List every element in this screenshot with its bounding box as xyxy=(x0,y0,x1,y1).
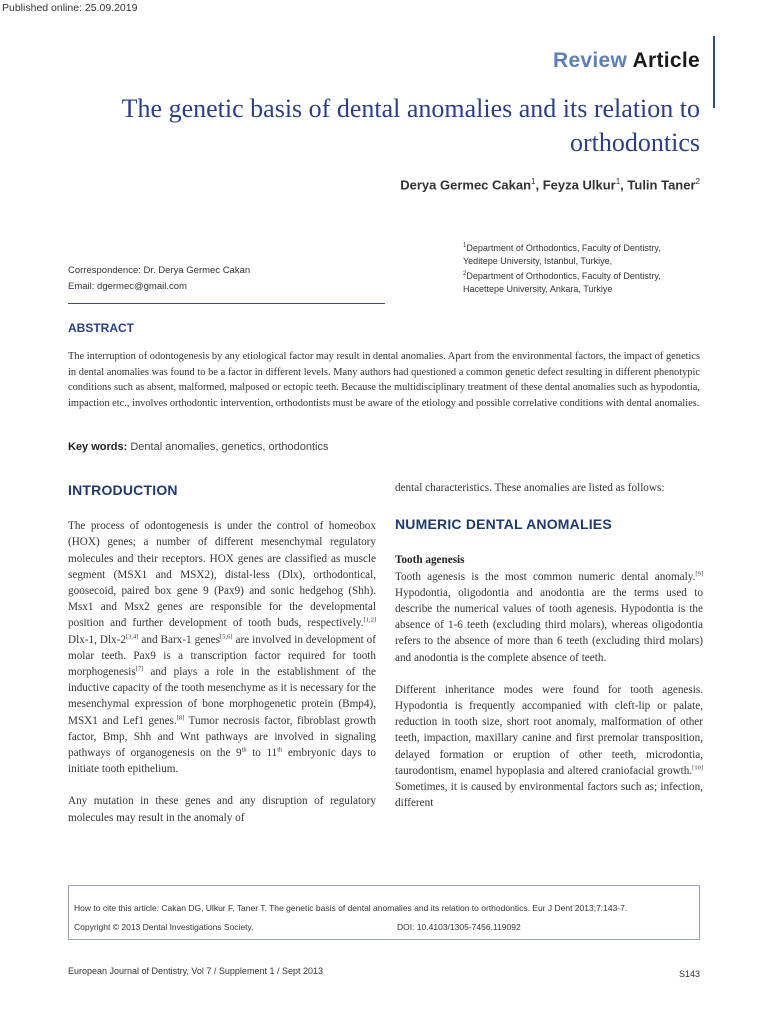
affiliation-text: Department of Orthodontics, Faculty of Dentistry, xyxy=(466,271,661,281)
introduction-heading: INTRODUCTION xyxy=(68,482,178,498)
citation-ref[interactable]: [7] xyxy=(135,665,144,673)
author-list: Derya Germec Cakan$^1$, Feyza Ulkur$^1$, Tulin Taner$^2$ xyxy=(400,177,700,193)
abstract-heading: ABSTRACT xyxy=(68,321,134,335)
keywords xyxy=(68,441,328,453)
review-word: Review xyxy=(552,49,628,72)
introduction-paragraph: The process of odontogenesis is under the control of homeobox (HOX) genes; a number of different mesenchymal regulatory molecules and their receptors. HOX genes are classified as muscle segment (MSX1 and MSX2), distal-less (Dlx), orthodontical, goosecoid, paired box gene 9 (Pax9) and sonic hedgehog (Shh). Msx1 and Msx2 genes are responsible for the developmental position and further development of tooth buds, respectively.[1,2] Dlx-1, Dlx-2[3,4] and Barx-1 genes[5,6] are involved in development of molar teeth. Pax9 is a transcription factor required for tooth morphogenesis[7] and plays a role in the establishment of the inductive capacity of the tooth mesenchyme as it is necessary for the mesenchymal expression of bone morphogenetic protein (Bmp4), MSX1 and Lef1 genes.[8] Tumor necrosis factor, fibroblast growth factor, Bmp, Shh and Wnt pathways are involved in signaling pathways of organogenesis on the 9th to 11th embryonic days to initiate tooth epithelium. xyxy=(68,520,376,776)
tooth-agenesis-subheading: Tooth agenesis xyxy=(395,554,465,567)
abstract-text: The interruption of odontogenesis by any etiological factor may result in dental anomalies. Apart from the environmental factors, the impact of genetics in dental anomalies was found to be a factor in different levels. Many authors had questioned a common genetic defect resulting in different phenotypic conditions such as absent, malformed, malposed or ectopic teeth. Because the multidisciplinary treatment of these dental anomalies such as hypodontia, impaction etc., involves orthodontic intervention, orthodontists must be aware of the etiology and possible correlative conditions with dental anomalies. xyxy=(68,351,700,409)
citation-ref[interactable]: [1,2] xyxy=(363,616,376,624)
author-affiliation-mark: 1 xyxy=(615,177,621,186)
how-to-cite: How to cite this article: Cakan DG, Ulkur F, Taner T. The genetic basis of dental anomalies and its relation to orthodontics. Eur J Dent 2013;7:143-7. xyxy=(74,903,628,913)
correspondence-line: Correspondence: Dr. Derya Germec Cakan xyxy=(68,265,251,276)
author-affiliation-mark: 2 xyxy=(695,177,700,186)
article-word: Article xyxy=(632,49,700,72)
keywords-text: Dental anomalies, genetics, orthodontics xyxy=(127,441,329,453)
article-title: The genetic basis of dental anomalies and its relation to orthodontics xyxy=(121,94,700,157)
affiliation-line xyxy=(463,240,713,255)
continued-paragraph: dental characteristics. These anomalies are listed as follows: xyxy=(395,482,665,494)
page-number: S143 xyxy=(678,969,700,979)
correspondence-divider xyxy=(68,303,385,304)
correspondence-block xyxy=(68,263,250,295)
body-paragraph: Different inheritance modes were found for tooth agenesis. Hypodontia is frequently accompanied with cleft-lip or palate, reduction in tooth size, short root anomaly, malformation of other teeth, impaction, maxillary canine and first premolar transposition, delayed formation or eruption of other teeth, microdontia, taurodontism, enamel hypoplasia and altered craniofacial growth.[10] Sometimes, it is caused by environmental factors such as; infection, different xyxy=(395,683,703,810)
affiliation-text: Department of Orthodontics, Faculty of Dentistry, xyxy=(466,243,661,253)
citation-ref[interactable]: [5,6] xyxy=(220,632,233,640)
author-name: Derya Germec Cakan xyxy=(400,177,532,193)
affiliation-line: Yeditepe University, Istanbul, Turkiye, xyxy=(463,256,613,266)
correspondence-email[interactable]: Email: dgermec@gmail.com xyxy=(68,281,187,292)
citation-ref[interactable]: [9] xyxy=(695,569,703,577)
author-name: Feyza Ulkur xyxy=(542,177,616,193)
right-column xyxy=(395,470,703,811)
numeric-anomalies-heading: NUMERIC DENTAL ANOMALIES xyxy=(395,516,612,533)
affiliation-mark: 2 xyxy=(463,271,467,277)
published-date: Published online: 25.09.2019 xyxy=(2,2,138,14)
header-vertical-rule xyxy=(713,36,715,108)
keywords-label: Key words: xyxy=(68,441,128,453)
citation-ref[interactable]: [10] xyxy=(692,764,703,772)
author-name: Tulin Taner xyxy=(627,177,696,193)
affiliations xyxy=(463,240,713,296)
doi-link[interactable]: DOI: 10.4103/1305-7456.119092 xyxy=(397,922,521,932)
affiliation-mark: 1 xyxy=(463,243,467,249)
affiliation-line: Hacettepe University, Ankara, Turkiye xyxy=(463,284,613,294)
introduction-paragraph: Any mutation in these genes and any disruption of regulatory molecules may result in the anomaly of xyxy=(68,795,376,824)
copyright: Copyright © 2013 Dental Investigations Society. xyxy=(74,922,254,932)
left-column xyxy=(68,470,376,826)
body-paragraph: Tooth agenesis is the most common numeric dental anomaly.[9] Hypodontia, oligodontia and anodontia are the terms used to describe the numerical values of tooth agenesis. Hypodontia is the absence of 1-6 teeth (excluding third molars), whereas oligodontia refers to the absence of more than 6 teeth (excluding third molars) and anodontia is the complete absence of teeth. xyxy=(395,569,703,664)
citation-ref[interactable]: [8] xyxy=(176,713,185,721)
footer-journal: European Journal of Dentistry, Vol 7 / Supplement 1 / Sept 2013 xyxy=(68,966,323,976)
article-type-label xyxy=(553,49,700,73)
author-affiliation-mark: 1 xyxy=(531,177,536,186)
citation-ref[interactable]: [3,4] xyxy=(125,632,139,640)
affiliation-line xyxy=(463,268,713,283)
